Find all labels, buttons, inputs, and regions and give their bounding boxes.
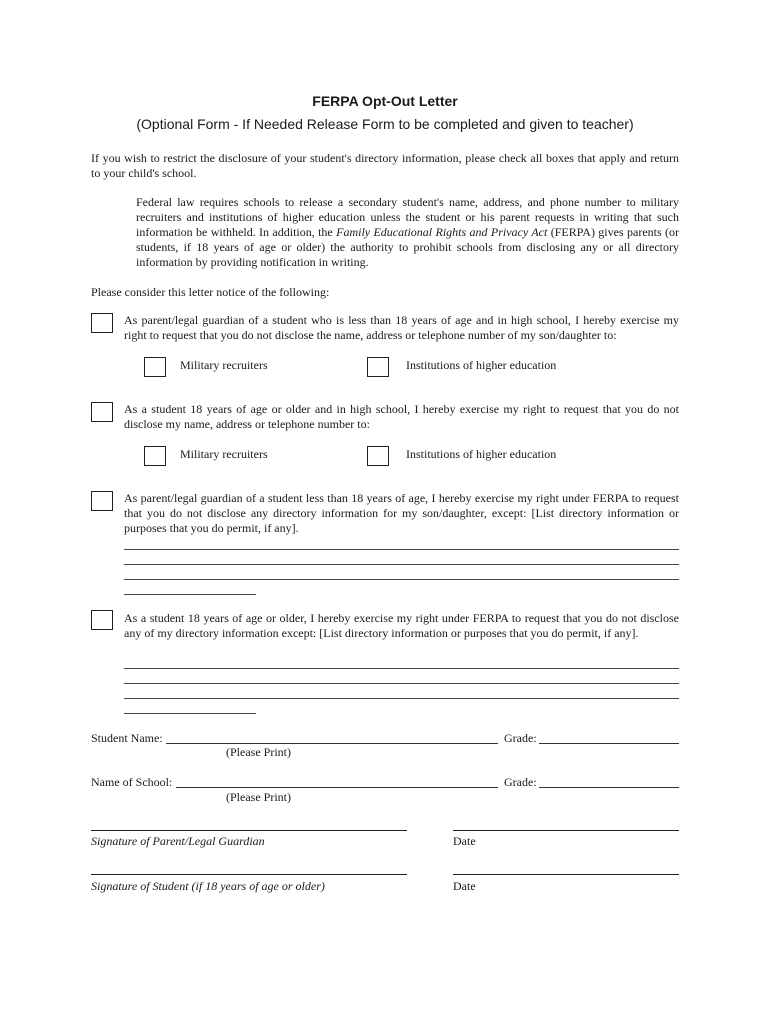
option-3-checkbox[interactable] [91, 491, 113, 511]
option-1-military-label: Military recruiters [180, 358, 268, 372]
parent-signature-line[interactable] [91, 830, 407, 831]
student-name-label: Student Name: [91, 731, 163, 745]
grade-field[interactable] [539, 729, 679, 744]
option-4-answer-line-3[interactable] [124, 698, 679, 699]
option-1-checkbox[interactable] [91, 313, 113, 333]
option-2-higher-ed-checkbox[interactable] [367, 446, 389, 466]
option-4-answer-line-1[interactable] [124, 668, 679, 669]
please-print-hint-2: (Please Print) [226, 790, 291, 804]
option-1-military-checkbox[interactable] [144, 357, 166, 377]
student-date-line[interactable] [453, 874, 679, 875]
consider-text: Please consider this letter notice of the following: [91, 285, 330, 299]
option-1-text: As parent/legal guardian of a student who is less than 18 years of age and in high school, I hereby exercise my right to request that you do not disclose the name, address or telephone number of my son/daughter to: [124, 313, 679, 342]
option-2-checkbox[interactable] [91, 402, 113, 422]
option-2-higher-ed-label: Institutions of higher education [406, 447, 557, 461]
student-date-label: Date [453, 879, 476, 893]
act-name: Family Educational Rights and Privacy Act [336, 225, 548, 239]
student-signature-label: Signature of Student (if 18 years of age or older) [91, 879, 325, 893]
law-paragraph [136, 195, 679, 270]
option-2-military-label: Military recruiters [180, 447, 268, 461]
please-print-hint: (Please Print) [226, 745, 291, 759]
grade-field-2[interactable] [539, 773, 679, 788]
parent-date-line[interactable] [453, 830, 679, 831]
intro-paragraph: If you wish to restrict the disclosure of your student's directory information, please check all boxes that apply and return to your child's school. [91, 151, 679, 180]
option-3-answer-line-4[interactable] [124, 594, 256, 595]
option-2-text: As a student 18 years of age or older and in high school, I hereby exercise my right to request that you do not disclose my name, address or telephone number to: [124, 402, 679, 431]
student-signature-line[interactable] [91, 874, 407, 875]
grade-label: Grade: [504, 731, 537, 745]
grade-label-2: Grade: [504, 775, 537, 789]
option-3-answer-line-3[interactable] [124, 579, 679, 580]
option-3-answer-line-2[interactable] [124, 564, 679, 565]
parent-date-label: Date [453, 834, 476, 848]
law-text-part1: Federal law requires schools to release a secondary student's name, address, and phone number to military recruiters and institutions of higher education unless the student or his parent requests in writing that such information be withheld. In addition, the [136, 195, 679, 239]
school-name-label: Name of School: [91, 775, 173, 789]
option-4-answer-line-4[interactable] [124, 713, 256, 714]
option-3-answer-line-1[interactable] [124, 549, 679, 550]
option-3-text: As parent/legal guardian of a student less than 18 years of age, I hereby exercise my right under FERPA to request that you do not disclose any directory information for my son/daughter, except: [List directory information or purposes that you do permit, if any]. [124, 491, 679, 535]
option-2-military-checkbox[interactable] [144, 446, 166, 466]
option-1-higher-ed-checkbox[interactable] [367, 357, 389, 377]
option-4-answer-line-2[interactable] [124, 683, 679, 684]
option-4-checkbox[interactable] [91, 610, 113, 630]
law-text-part2: (FERPA) gives parents (or students, if 18 years of age or older) the authority to prohibit schools from disclosing any or all directory information by providing notification in writing. [136, 225, 679, 269]
student-name-field[interactable] [166, 729, 498, 744]
parent-signature-label: Signature of Parent/Legal Guardian [91, 834, 265, 848]
option-1-higher-ed-label: Institutions of higher education [406, 358, 557, 372]
page-subtitle: (Optional Form - If Needed Release Form to be completed and given to teacher) [136, 116, 634, 132]
option-4-text: As a student 18 years of age or older, I hereby exercise my right under FERPA to request that you do not disclose any of my directory information except: [List directory information or purposes that you do permit, if any]. [124, 611, 679, 640]
school-name-field[interactable] [176, 773, 498, 788]
page-title: FERPA Opt-Out Letter [312, 93, 458, 109]
